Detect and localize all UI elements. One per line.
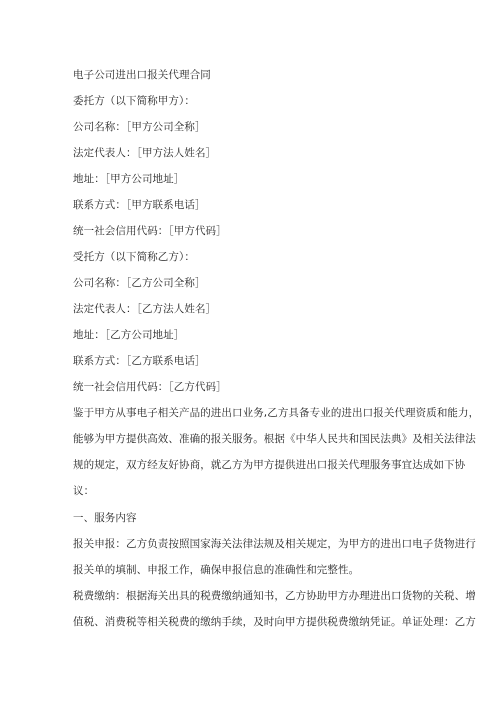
party-a-contact: 联系方式：［甲方联系电话］ [73, 199, 206, 211]
party-a-credit-code: 统一社会信用代码：［甲方代码］ [73, 225, 227, 237]
party-a-address: 地址：［甲方公司地址］ [73, 173, 185, 185]
preamble-line-1: 鉴于甲方从事电子相关产品的进出口业务,乙方具备专业的进出口报关代理资质和能力， [73, 407, 480, 419]
clause-tax-line-1: 税费缴纳：根据海关出具的税费缴纳通知书，乙方协助甲方办理进出口货物的关税、增 [73, 590, 476, 602]
party-b-company: 公司名称：［乙方公司全称］ [73, 277, 206, 289]
party-b-heading: 受托方（以下简称乙方）： [73, 251, 195, 263]
party-a-representative: 法定代表人：［甲方法人姓名］ [73, 147, 217, 159]
clause-declaration-line-2: 报关单的填制、申报工作，确保申报信息的准确性和完整性。 [73, 564, 360, 576]
section-1-heading: 一、服务内容 [73, 512, 137, 524]
clause-declaration-line-1: 报关申报：乙方负责按照国家海关法律法规及相关规定，为甲方的进出口电子货物进行 [73, 538, 476, 550]
party-b-address: 地址：［乙方公司地址］ [73, 329, 185, 341]
party-a-heading: 委托方（以下简称甲方）： [73, 95, 195, 107]
document-title: 电子公司进出口报关代理合同 [73, 69, 211, 81]
party-b-representative: 法定代表人：［乙方法人姓名］ [73, 303, 217, 315]
preamble-line-3: 规的规定，双方经友好协商，就乙方为甲方提供进出口报关代理服务事宜达成如下协 [73, 459, 466, 471]
preamble-line-2: 能够为甲方提供高效、准确的报关服务。根据《中华人民共和国民法典》及相关法律法 [73, 433, 476, 445]
preamble-line-4: 议： [73, 485, 95, 497]
party-b-credit-code: 统一社会信用代码：［乙方代码］ [73, 381, 227, 393]
party-a-company: 公司名称：［甲方公司全称］ [73, 121, 206, 133]
clause-tax-line-2: 值税、消费税等相关税费的缴纳手续，及时向甲方提供税费缴纳凭证。单证处理：乙方 [73, 616, 476, 628]
party-b-contact: 联系方式：［乙方联系电话］ [73, 355, 206, 367]
